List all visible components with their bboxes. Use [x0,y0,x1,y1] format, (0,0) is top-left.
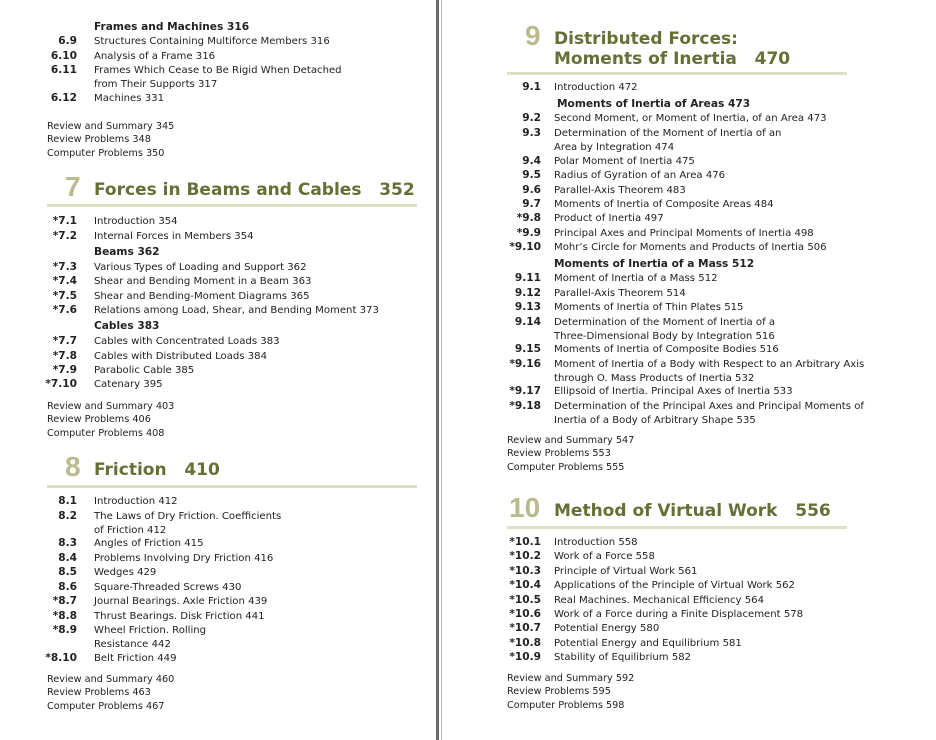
section-head-mass: Moments of Inertia of a Mass 512 [554,258,755,270]
toc-entry-title-line: Cables with Distributed Loads 384 [94,351,268,362]
toc-entry-number: *7.5 [52,290,77,302]
toc-entry-title-line: Journal Bearings. Axle Friction 439 [94,596,268,607]
toc-entry-title-line: Three-Dimensional Body by Integration 516 [554,330,775,342]
toc-entry-number: *10.9 [509,651,541,663]
toc-entry-number: 9.12 [514,287,541,299]
toc-entry-number: 9.14 [514,316,541,328]
toc-entry-title [554,608,803,622]
toc-entry-number: 8.5 [58,566,77,578]
toc-entry-title [94,595,267,609]
toc-entry-title-line: Determination of the Principal Axes and Principal Moments of [554,401,864,412]
toc-entry-number: 6.11 [50,64,77,76]
chapter-9-title-line2: Moments of Inertia 470 [554,49,791,69]
toc-entry-title [554,400,864,427]
toc-entry-title [554,155,695,169]
chapter-9-number: 9 [525,20,541,51]
toc-entry-number: *7.1 [52,215,77,227]
toc-entry-title-line: Radius of Gyration of an Area 476 [554,170,726,181]
toc-entry-title-line: Moments of Inertia of Thin Plates 515 [554,302,744,313]
toc-entry-title-line: Wheel Friction. Rolling [94,625,207,636]
toc-entry-title-line: Moment of Inertia of a Mass 512 [554,273,718,284]
toc-entry-title-line: Analysis of a Frame 316 [94,51,216,62]
toc-entry-title [554,227,814,241]
toc-entry-title-line: Stability of Equilibrium 582 [554,652,692,663]
toc-entry-title-line: Thrust Bearings. Disk Friction 441 [94,611,265,622]
toc-entry-title [94,624,206,651]
review-item[interactable]: Review Problems 595 [507,686,611,698]
toc-entry-number: 9.5 [522,169,541,181]
toc-entry-title [554,212,664,226]
toc-entry-number: 9.4 [522,155,541,167]
toc-entry-number: *9.18 [509,400,541,412]
toc-entry-title [554,565,697,579]
toc-entry-title-line: Internal Forces in Members 354 [94,231,254,242]
chapter-8-title: Friction 410 [94,460,220,480]
toc-entry-title-line: Potential Energy and Equilibrium 581 [554,638,742,649]
toc-entry-title-line: Wedges 429 [94,567,157,578]
toc-entry-title [554,594,764,608]
toc-entry-title-line: Parallel-Axis Theorem 483 [554,185,686,196]
toc-entry-title-line: Cables with Concentrated Loads 383 [94,336,280,347]
toc-entry-title [554,358,864,385]
review-block [507,434,634,474]
toc-entry-number: *10.6 [509,608,541,620]
toc-entry-title-line: Angles of Friction 415 [94,538,204,549]
toc-entry-number: 8.2 [58,510,77,522]
section-head-frames-and-machines: Frames and Machines 316 [94,21,250,33]
toc-entry-title [554,287,686,301]
toc-entry-title-line: Various Types of Loading and Support 362 [94,262,307,273]
toc-entry-number: 9.15 [514,343,541,355]
review-block [507,672,634,712]
toc-entry-title [554,81,638,95]
toc-entry-number: 9.2 [522,112,541,124]
toc-entry-title-line: Principle of Virtual Work 561 [554,566,698,577]
toc-entry-number: *10.3 [509,565,541,577]
toc-entry-title [554,651,691,665]
toc-entry-title [554,127,781,154]
review-item[interactable]: Computer Problems 408 [47,427,165,439]
section-head-areas: Moments of Inertia of Areas 473 [557,98,751,110]
toc-entry-title [94,304,379,318]
toc-entry-title [554,385,793,399]
toc-entry-title-line: Machines 331 [94,93,164,104]
toc-entry-number: *9.8 [516,212,541,224]
toc-entry-number: *8.8 [52,610,77,622]
toc-entry-number: *7.4 [52,275,77,287]
toc-entry-title [554,343,779,357]
toc-entry-number: 9.13 [514,301,541,313]
toc-entry-title [94,610,265,624]
toc-entry-title-line: Work of a Force during a Finite Displacement 578 [554,609,804,620]
toc-entry-title [94,364,194,378]
review-item[interactable]: Review and Summary 547 [507,435,635,446]
toc-entry-title [554,272,718,286]
toc-entry-title [554,112,827,126]
toc-entry-number: *7.2 [52,230,77,242]
page-gutter-line [441,0,442,740]
toc-entry-number: *9.10 [509,241,541,253]
toc-entry-title-line: Belt Friction 449 [94,653,177,664]
toc-entry-title [94,275,311,289]
toc-entry-title [94,92,164,106]
chapter-8-rule [47,485,417,488]
toc-entry-title-line: Structures Containing Multiforce Members 316 [94,36,330,47]
toc-entry-title [94,378,163,392]
review-item[interactable]: Computer Problems 350 [47,147,165,159]
toc-entry-title [94,581,241,595]
toc-entry-title-line: Determination of the Moment of Inertia of an [554,128,782,139]
toc-entry-title-line: Problems Involving Dry Friction 416 [94,553,274,564]
chapter-7-title: Forces in Beams and Cables 352 [94,180,415,200]
toc-entry-title [554,622,659,636]
toc-entry-title [94,261,307,275]
toc-entry-title-line: Relations among Load, Shear, and Bending Moment 373 [94,305,379,316]
toc-entry-title [554,550,655,564]
toc-entry-title [94,350,267,364]
toc-entry-number: *8.10 [45,652,77,664]
toc-entry-title-line: Catenary 395 [94,379,163,390]
toc-entry-title [554,316,775,343]
review-item[interactable]: Review and Summary 345 [47,121,175,132]
toc-entry-number: *10.1 [509,536,541,548]
toc-entry-title [554,241,827,255]
toc-entry-title-line: Second Moment, or Moment of Inertia, of an Area 473 [554,113,827,124]
toc-entry-number: *8.7 [52,595,77,607]
toc-entry-title [554,579,795,593]
toc-entry-number: *10.5 [509,594,541,606]
review-block [47,120,174,160]
toc-entry-number: *8.9 [52,624,77,636]
toc-entry-title-line: Moments of Inertia of Composite Areas 484 [554,199,774,210]
toc-entry-title-line: Shear and Bending-Moment Diagrams 365 [94,291,310,302]
chapter-9-title-line1: Distributed Forces: [554,29,738,49]
toc-entry-title [94,215,178,229]
toc-entry-number: *10.7 [509,622,541,634]
toc-entry-title [94,566,156,580]
review-item[interactable]: Computer Problems 555 [507,461,625,473]
toc-entry-title [94,35,330,49]
toc-entry-title-line: Principal Axes and Principal Moments of Inertia 498 [554,228,814,239]
toc-entry-title-line: Polar Moment of Inertia 475 [554,156,695,167]
toc-entry-title [554,536,638,550]
toc-entry-title [94,50,215,64]
toc-entry-title-line: Square-Threaded Screws 430 [94,582,242,593]
review-block [47,400,174,440]
toc-entry-title-line: from Their Supports 317 [94,78,218,90]
toc-entry-title [94,335,280,349]
toc-entry-title [554,184,686,198]
review-item[interactable]: Review Problems 406 [47,414,151,426]
toc-entry-title [94,552,273,566]
toc-entry-title [94,652,177,666]
toc-entry-title-line: Work of a Force 558 [554,551,655,562]
toc-entry-number: *7.3 [52,261,77,273]
toc-entry-number: *10.2 [509,550,541,562]
toc-entry-number: *9.17 [509,385,541,397]
toc-entry-title-line: Applications of the Principle of Virtual Work 562 [554,580,795,591]
toc-entry-number: 9.6 [522,184,541,196]
toc-entry-title [94,510,281,537]
toc-entry-number: *9.9 [516,227,541,239]
toc-entry-title [94,290,310,304]
toc-entry-title-line: Introduction 558 [554,537,638,548]
chapter-10-title: Method of Virtual Work 556 [554,501,831,521]
toc-entry-title-line: Real Machines. Mechanical Efficiency 564 [554,595,764,606]
toc-entry-number: 9.7 [522,198,541,210]
toc-entry-title-line: Area by Integration 474 [554,141,675,153]
toc-entry-title [554,637,742,651]
toc-entry-number: 8.1 [58,495,77,507]
review-item[interactable]: Review Problems 348 [47,134,151,146]
toc-entry-number: 8.6 [58,581,77,593]
toc-entry-number: 6.10 [50,50,77,62]
toc-entry-number: *7.6 [52,304,77,316]
toc-entry-title-line: Product of Inertia 497 [554,213,664,224]
chapter-10-rule [507,526,847,529]
toc-entry-title [554,301,743,315]
toc-entry-title [94,230,254,244]
toc-entry-title-line: The Laws of Dry Friction. Coefficients [94,511,282,522]
toc-entry-title-line: Frames Which Cease to Be Rigid When Detached [94,65,342,76]
review-block [47,673,174,713]
review-item[interactable]: Review Problems 553 [507,448,611,460]
toc-entry-number: *7.7 [52,335,77,347]
review-item[interactable]: Review and Summary 460 [47,674,175,685]
toc-entry-title [94,64,342,91]
review-item[interactable]: Review and Summary 403 [47,401,175,412]
chapter-7-number: 7 [65,171,81,202]
toc-entry-number: *9.16 [509,358,541,370]
review-item[interactable]: Review Problems 463 [47,687,151,699]
toc-entry-title [94,537,204,551]
toc-entry-number: *7.8 [52,350,77,362]
toc-entry-number: 9.1 [522,81,541,93]
toc-entry-title-line: of Friction 412 [94,524,167,536]
toc-entry-title [554,198,774,212]
toc-entry-number: *10.4 [509,579,541,591]
toc-entry-number: *10.8 [509,637,541,649]
section-head-beams: Beams 362 [94,246,160,258]
toc-entry-title-line: Ellipsoid of Inertia. Principal Axes of Inertia 533 [554,386,793,397]
toc-entry-title-line: Moments of Inertia of Composite Bodies 516 [554,344,779,355]
chapter-9-rule [507,72,847,75]
toc-entry-title [554,169,725,183]
toc-entry-title-line: Introduction 472 [554,82,638,93]
toc-entry-number: *7.9 [52,364,77,376]
toc-entry-number: 8.3 [58,537,77,549]
chapter-8-number: 8 [65,451,81,482]
toc-entry-title-line: Determination of the Moment of Inertia of a [554,317,776,328]
toc-entry-title-line: Parallel-Axis Theorem 514 [554,288,686,299]
toc-entry-title-line: Parabolic Cable 385 [94,365,195,376]
toc-entry-title-line: Inertia of a Body of Arbitrary Shape 535 [554,414,756,426]
toc-entry-title-line: Moment of Inertia of a Body with Respect to an Arbitrary Axis [554,359,865,370]
chapter-10-number: 10 [509,492,541,523]
toc-entry-title-line: Introduction 354 [94,216,178,227]
toc-entry-number: 6.12 [50,92,77,104]
toc-entry-title [94,495,178,509]
toc-entry-title-line: Potential Energy 580 [554,623,660,634]
toc-entry-title-line: through O. Mass Products of Inertia 532 [554,372,755,384]
toc-entry-title-line: Introduction 412 [94,496,178,507]
section-head-cables: Cables 383 [94,320,160,332]
toc-entry-number: *7.10 [45,378,77,390]
chapter-7-rule [47,204,417,207]
toc-entry-number: 9.11 [514,272,541,284]
toc-entry-number: 9.3 [522,127,541,139]
page-gutter [436,0,439,740]
toc-entry-title-line: Shear and Bending Moment in a Beam 363 [94,276,312,287]
toc-entry-number: 6.9 [58,35,77,47]
toc-entry-title-line: Resistance 442 [94,638,171,650]
review-item[interactable]: Computer Problems 598 [507,699,625,711]
review-item[interactable]: Computer Problems 467 [47,700,165,712]
toc-entry-title-line: Mohr’s Circle for Moments and Products of Inertia 506 [554,242,827,253]
review-item[interactable]: Review and Summary 592 [507,673,635,684]
toc-entry-number: 8.4 [58,552,77,564]
